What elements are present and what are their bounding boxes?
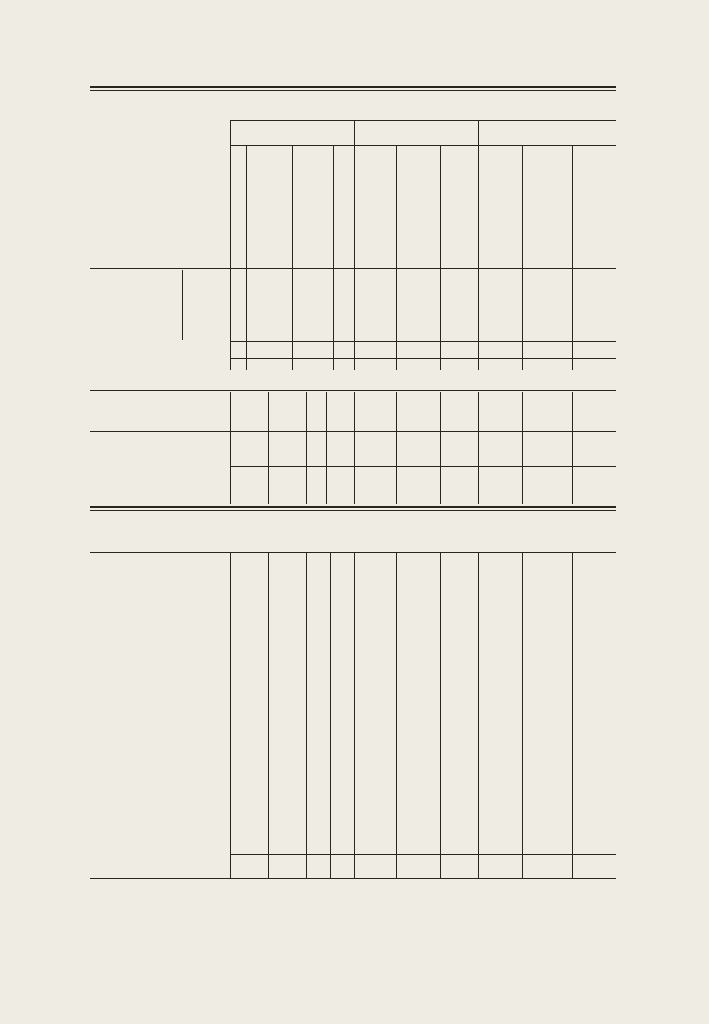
vline [268, 392, 269, 504]
vline [230, 552, 231, 878]
vline [306, 392, 307, 504]
vline [182, 270, 183, 340]
vline [396, 146, 397, 370]
subtotal-rule-bottom [230, 358, 616, 359]
vline [230, 392, 231, 504]
vline [440, 392, 441, 504]
vline [354, 392, 355, 504]
vline [522, 392, 523, 504]
vline [292, 146, 293, 370]
vline [333, 146, 334, 370]
section-rule [90, 506, 616, 508]
vline [478, 120, 479, 370]
vline [330, 552, 331, 878]
caption-rule [230, 120, 616, 121]
header-rule-thin [90, 90, 616, 91]
summary-top-rule [90, 390, 616, 391]
section-rule-thin [90, 510, 616, 511]
running-header [88, 66, 618, 86]
subtotal-rule [230, 341, 616, 342]
vline [440, 146, 441, 370]
header-bottom-rule [90, 268, 616, 269]
vline [478, 392, 479, 504]
summary-mid-rule [90, 431, 616, 432]
header-rule [90, 86, 616, 88]
vline [572, 552, 573, 878]
elgin-bottom-rule [90, 878, 616, 879]
vline [478, 552, 479, 878]
summary-total-rule [230, 466, 616, 467]
elgin-total-rule [230, 854, 616, 855]
vline [230, 120, 231, 370]
elgin-top-rule [90, 552, 616, 553]
vline [522, 552, 523, 878]
vline [522, 146, 523, 370]
vline [354, 552, 355, 878]
vline [306, 552, 307, 878]
vline [572, 392, 573, 504]
group-rule [230, 145, 616, 146]
vline [354, 120, 355, 370]
vline [396, 552, 397, 878]
vline [268, 552, 269, 878]
vline [440, 552, 441, 878]
vline [326, 392, 327, 504]
vline [572, 146, 573, 370]
vline [396, 392, 397, 504]
vline [246, 146, 247, 370]
